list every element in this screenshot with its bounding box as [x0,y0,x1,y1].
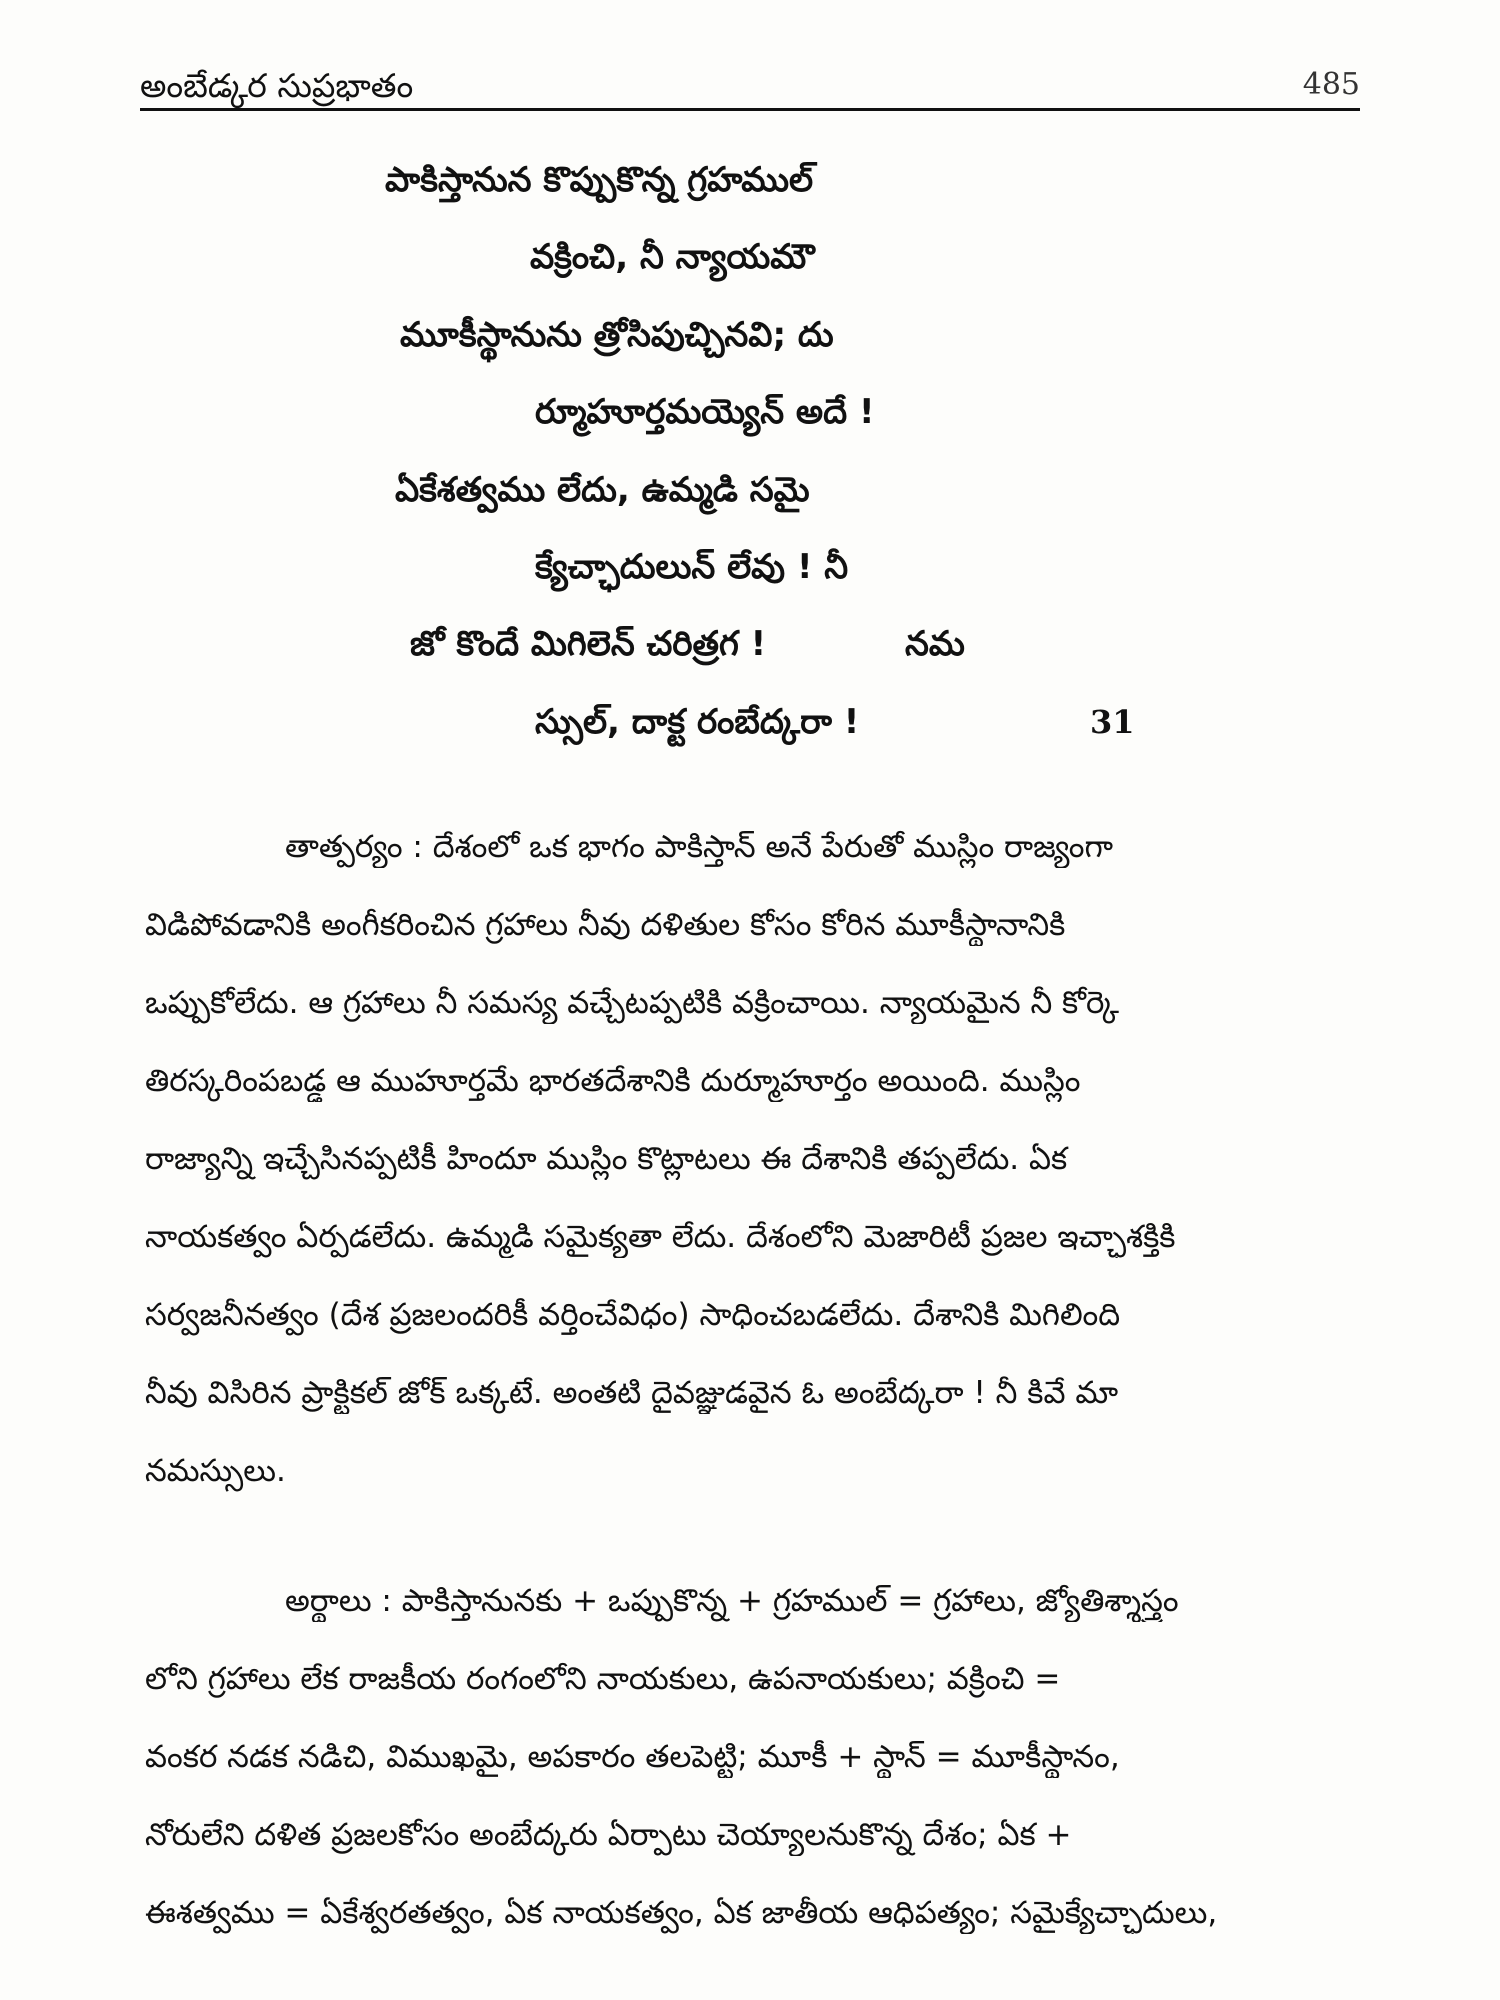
verse-line-6: క్యేచ్ఛాదులున్ లేవు ! నీ [535,547,849,587]
meaning-line: విడిపోవడానికి అంగీకరించిన గ్రహాలు నీవు దళితుల కోసం కోరిన మూకీస్థానానికి [145,907,1066,943]
verse-line-8: స్సుల్, దాక్ట రంబేద్కరా ! [535,702,860,742]
header-divider [140,108,1360,111]
word-meaning-line: అర్థాలు : పాకిస్తానునకు + ఒప్పుకొన్న + గ్రహముల్ = గ్రహాలు, జ్యోతిశ్శాస్త్రం [285,1583,1179,1619]
verse-line-4: ర్మూహూర్తమయ్యెన్ అదే ! [535,392,875,432]
verse-line-1: పాకిస్తానున కొప్పుకొన్న గ్రహముల్ [385,160,814,200]
page-header [140,62,1360,112]
verse-line-7: జో కొందే మిగిలెన్ చరిత్రగ ! [410,624,767,664]
word-meaning-line: లోని గ్రహాలు లేక రాజకీయ రంగంలోని నాయకులు, ఉపనాయకులు; వక్రించి = [145,1661,1061,1697]
running-title: అంబేడ్కర సుప్రభాతం [140,66,414,105]
verse-line-3: మూకీస్థానును త్రోసిపుచ్చినవి; దు [400,315,834,355]
meaning-line: తాత్పర్యం : దేశంలో ఒక భాగం పాకిస్తాన్ అనే పేరుతో ముస్లిం రాజ్యంగా [285,829,1113,865]
verse-nama: నమ [905,624,965,664]
meaning-line: నమస్సులు. [145,1453,286,1489]
page-number: 485 [1302,67,1360,102]
meaning-line: ఒప్పుకోలేదు. ఆ గ్రహాలు నీ సమస్య వచ్చేటప్పటికి వక్రించాయి. న్యాయమైన నీ కోర్కె [145,985,1119,1021]
verse-line-2: వక్రించి, నీ న్యాయమౌ [530,237,815,277]
verse-number: 31 [1090,703,1135,741]
meaning-line: రాజ్యాన్ని ఇచ్చేసినప్పటికీ హిందూ ముస్లిం కొట్లాటలు ఈ దేశానికి తప్పలేదు. ఏక [145,1141,1068,1177]
verse-line-5: ఏకేశత్వము లేదు, ఉమ్మడి సమై [395,470,810,510]
meaning-line: సర్వజనీనత్వం (దేశ ప్రజలందరికీ వర్తించేవిధం) సాధించబడలేదు. దేశానికి మిగిలింది [145,1297,1121,1333]
meaning-line: తిరస్కరింపబడ్డ ఆ ముహూర్తమే భారతదేశానికి దుర్మూహూర్తం అయింది. ముస్లిం [145,1063,1081,1099]
meaning-line: నాయకత్వం ఏర్పడలేదు. ఉమ్మడి సమైక్యతా లేదు. దేశంలోని మెజారిటీ ప్రజల ఇచ్ఛాశక్తికి [145,1219,1176,1255]
meaning-line: నీవు విసిరిన ప్రాక్టికల్ జోక్ ఒక్కటే. అంతటి దైవజ్ఞుడవైన ఓ అంబేద్కరా ! నీ కివే మా [145,1375,1119,1411]
word-meaning-line: ఈశత్వము = ఏకేశ్వరతత్వం, ఏక నాయకత్వం, ఏక జాతీయ ఆధిపత్యం; సమైక్యేచ్ఛాదులు, [145,1895,1218,1931]
word-meaning-line: నోరులేని దళిత ప్రజలకోసం అంబేద్కరు ఏర్పాటు చెయ్యాలనుకొన్న దేశం; ఏక + [145,1817,1072,1853]
word-meaning-line: వంకర నడక నడిచి, విముఖమై, అపకారం తలపెట్టి; మూకీ + స్థాన్ = మూకీస్థానం, [145,1739,1120,1775]
